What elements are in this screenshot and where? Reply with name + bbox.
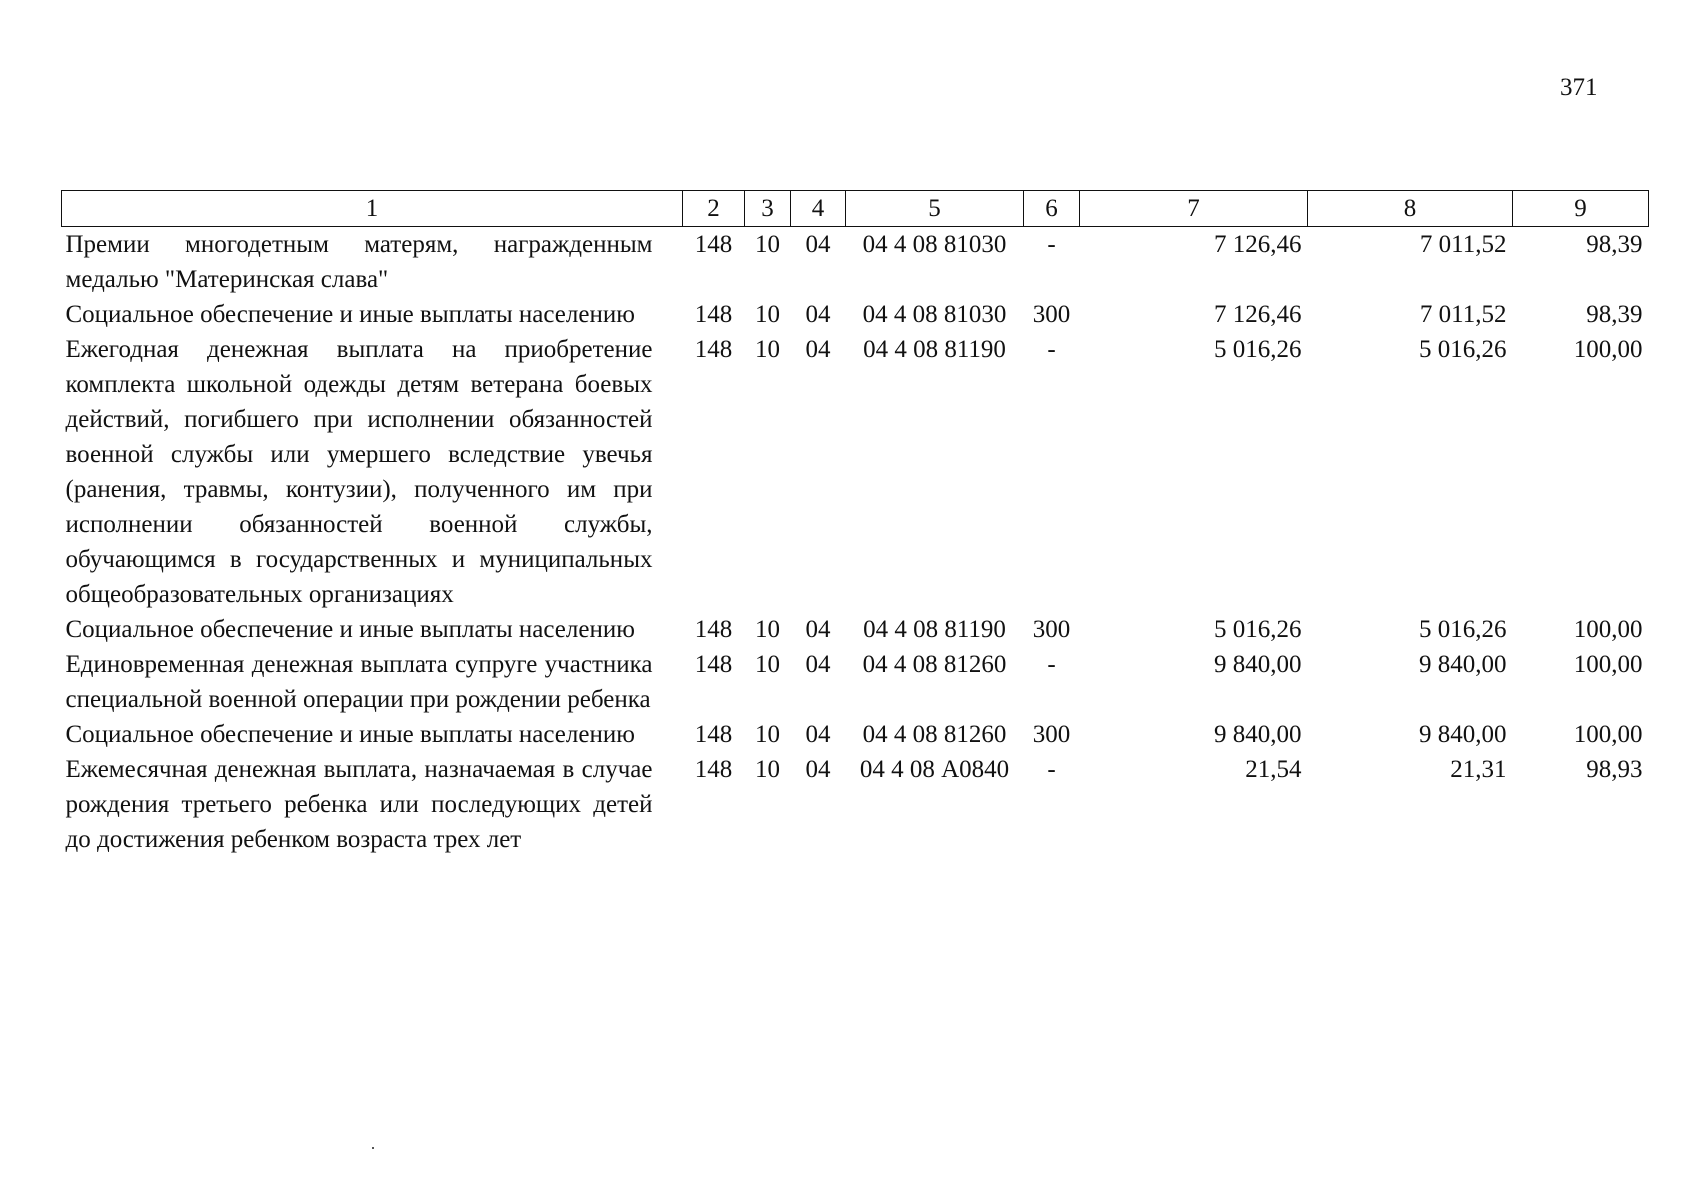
row-name-cell: Ежегодная денежная выплата на приобретение комплекта школьной одежды детям ветерана боевых действий, погибшего при исполнении обязанностей военной службы или умершего вследствие увечья (ранения, травмы, контузии), полученного им при исполнении обязанностей военной службы, обучающимся в государственных и муниципальных общеобразовательных организациях [65, 336, 653, 608]
code-expense-type-cell: - [1047, 231, 1056, 258]
executed-amount-cell: 21,31 [1450, 756, 1507, 783]
table-body [62, 227, 1649, 858]
code-subsection-cell: 04 [805, 756, 831, 783]
executed-amount-cell: 9 840,00 [1419, 651, 1507, 678]
code-section-cell: 10 [755, 721, 780, 748]
code-expense-type-cell: - [1047, 336, 1056, 363]
planned-amount-cell: 9 840,00 [1214, 651, 1302, 678]
column-header-7: 7 [1080, 191, 1308, 227]
column-number-header-row [62, 191, 1649, 227]
code-admin-cell: 148 [694, 336, 733, 363]
execution-percent-cell: 98,93 [1586, 756, 1643, 783]
code-target-article-cell: 04 4 08 81190 [863, 336, 1006, 363]
execution-percent-cell: 98,39 [1586, 301, 1643, 328]
planned-amount-cell: 5 016,26 [1214, 336, 1302, 363]
table-row [62, 612, 1649, 647]
page-number: 371 [1560, 74, 1598, 101]
planned-amount-cell: 9 840,00 [1214, 721, 1302, 748]
row-name-cell: Премии многодетным матерям, награжденным медалью "Материнская слава" [65, 231, 653, 293]
code-admin-cell: 148 [694, 756, 733, 783]
executed-amount-cell: 7 011,52 [1419, 231, 1507, 258]
row-name-cell: Социальное обеспечение и иные выплаты населению [65, 301, 635, 328]
execution-percent-cell: 100,00 [1573, 616, 1643, 643]
code-subsection-cell: 04 [805, 616, 831, 643]
code-subsection-cell: 04 [805, 301, 831, 328]
planned-amount-cell: 7 126,46 [1214, 231, 1302, 258]
budget-table [61, 190, 1649, 857]
scan-speck [372, 1147, 374, 1149]
code-subsection-cell: 04 [805, 231, 831, 258]
code-expense-type-cell: 300 [1032, 721, 1071, 748]
row-name-cell: Социальное обеспечение и иные выплаты населению [65, 616, 635, 643]
code-expense-type-cell: - [1047, 651, 1056, 678]
code-expense-type-cell: 300 [1032, 616, 1071, 643]
code-expense-type-cell: - [1047, 756, 1056, 783]
code-target-article-cell: 04 4 08 81260 [862, 721, 1007, 748]
code-section-cell: 10 [755, 231, 780, 258]
code-target-article-cell: 04 4 08 81030 [862, 231, 1007, 258]
code-target-article-cell: 04 4 08 81030 [862, 301, 1007, 328]
column-header-6: 6 [1024, 191, 1080, 227]
code-target-article-cell: 04 4 08 81190 [863, 616, 1006, 643]
code-section-cell: 10 [755, 616, 780, 643]
code-admin-cell: 148 [694, 301, 733, 328]
table-row [62, 752, 1649, 857]
table-row [62, 647, 1649, 717]
column-header-2: 2 [683, 191, 745, 227]
code-subsection-cell: 04 [805, 721, 831, 748]
row-name-cell: Единовременная денежная выплата супруге участника специальной военной операции при рождении ребенка [65, 651, 653, 713]
row-name-cell: Ежемесячная денежная выплата, назначаемая в случае рождения третьего ребенка или последующих детей до достижения ребенком возраста трех лет [65, 756, 653, 853]
planned-amount-cell: 7 126,46 [1214, 301, 1302, 328]
code-section-cell: 10 [755, 756, 780, 783]
executed-amount-cell: 9 840,00 [1419, 721, 1507, 748]
execution-percent-cell: 100,00 [1573, 336, 1643, 363]
table-row [62, 227, 1649, 298]
column-header-1: 1 [62, 191, 683, 227]
code-target-article-cell: 04 4 08 81260 [862, 651, 1007, 678]
code-section-cell: 10 [755, 651, 780, 678]
row-name-cell: Социальное обеспечение и иные выплаты населению [65, 721, 635, 748]
code-admin-cell: 148 [694, 616, 733, 643]
table-row [62, 332, 1649, 612]
column-header-5: 5 [846, 191, 1024, 227]
column-header-8: 8 [1308, 191, 1513, 227]
column-header-3: 3 [745, 191, 791, 227]
code-admin-cell: 148 [694, 231, 733, 258]
column-header-9: 9 [1513, 191, 1649, 227]
code-admin-cell: 148 [694, 651, 733, 678]
code-expense-type-cell: 300 [1032, 301, 1071, 328]
executed-amount-cell: 5 016,26 [1419, 616, 1507, 643]
executed-amount-cell: 5 016,26 [1419, 336, 1507, 363]
execution-percent-cell: 100,00 [1573, 721, 1643, 748]
table-row [62, 717, 1649, 752]
execution-percent-cell: 98,39 [1586, 231, 1643, 258]
execution-percent-cell: 100,00 [1573, 651, 1643, 678]
planned-amount-cell: 21,54 [1245, 756, 1302, 783]
executed-amount-cell: 7 011,52 [1419, 301, 1507, 328]
code-admin-cell: 148 [694, 721, 733, 748]
code-section-cell: 10 [755, 301, 780, 328]
code-section-cell: 10 [755, 336, 780, 363]
table-row [62, 297, 1649, 332]
planned-amount-cell: 5 016,26 [1214, 616, 1302, 643]
code-subsection-cell: 04 [805, 651, 831, 678]
code-target-article-cell: 04 4 08 А0840 [859, 756, 1010, 783]
code-subsection-cell: 04 [805, 336, 831, 363]
column-header-4: 4 [791, 191, 846, 227]
